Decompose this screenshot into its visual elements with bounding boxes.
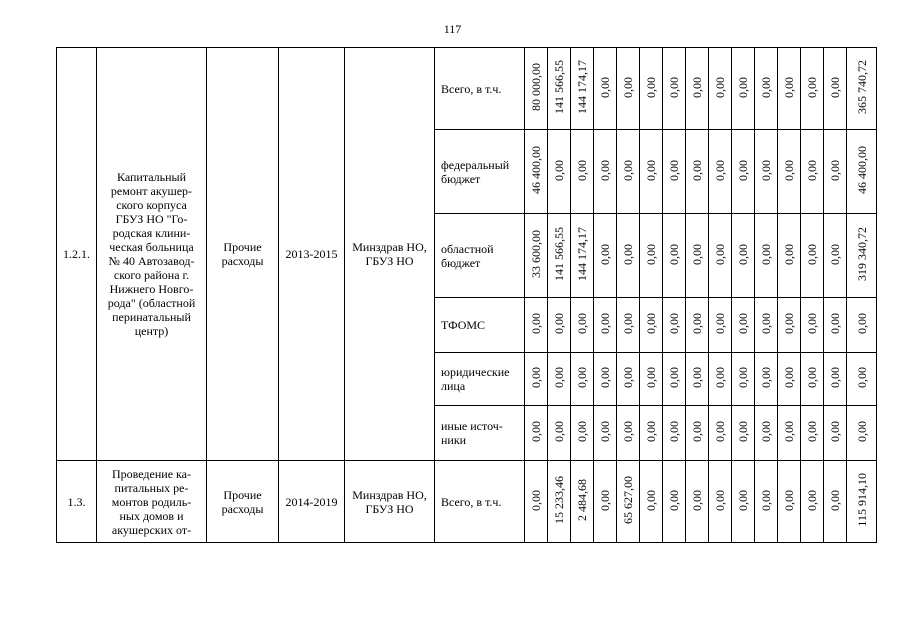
value-cell — [663, 48, 686, 130]
value-text: 0,00 — [598, 243, 612, 265]
value-cell — [801, 353, 824, 406]
value-cell — [732, 406, 755, 461]
value-text: 0,00 — [736, 243, 750, 265]
value-text: 0,00 — [713, 489, 727, 511]
value-cell — [548, 353, 571, 406]
row-code: 1.2.1. — [57, 48, 97, 461]
value-text: 0,00 — [782, 76, 796, 98]
value-cell — [525, 406, 548, 461]
value-text: 0,00 — [759, 367, 773, 388]
value-text: 0,00 — [621, 159, 635, 181]
value-cell — [686, 461, 709, 543]
value-cell — [686, 214, 709, 298]
value-cell — [686, 353, 709, 406]
value-text: 0,00 — [759, 76, 773, 98]
value-text: 0,00 — [805, 421, 819, 442]
value-text: 0,00 — [854, 313, 869, 334]
value-text: 0,00 — [667, 313, 681, 334]
value-text: 80 000,00 — [529, 63, 543, 111]
value-text: 33 600,00 — [529, 230, 543, 278]
value-cell — [801, 48, 824, 130]
value-cell — [847, 214, 877, 298]
row-executor: Минздрав НО, ГБУЗ НО — [345, 48, 435, 461]
value-cell — [571, 461, 594, 543]
value-text: 0,00 — [782, 159, 796, 181]
value-text: 0,00 — [529, 421, 543, 442]
value-cell — [732, 214, 755, 298]
value-cell — [778, 214, 801, 298]
value-cell — [663, 461, 686, 543]
value-text: 0,00 — [759, 313, 773, 334]
value-cell — [824, 406, 847, 461]
value-cell — [755, 214, 778, 298]
value-cell — [778, 353, 801, 406]
row-expense-type: Прочие расходы — [207, 48, 279, 461]
value-cell — [640, 214, 663, 298]
value-text: 365 740,72 — [854, 60, 869, 114]
value-text: 0,00 — [598, 489, 612, 511]
value-text: 0,00 — [690, 76, 704, 98]
value-text: 0,00 — [621, 367, 635, 388]
value-cell — [824, 130, 847, 214]
value-cell — [732, 48, 755, 130]
value-cell — [571, 353, 594, 406]
value-cell — [594, 130, 617, 214]
value-cell — [594, 353, 617, 406]
value-text: 0,00 — [828, 367, 842, 388]
value-text: 0,00 — [736, 76, 750, 98]
value-text: 0,00 — [713, 243, 727, 265]
value-cell — [732, 298, 755, 353]
value-cell — [755, 298, 778, 353]
value-text: 141 566,55 — [552, 227, 566, 281]
value-text: 0,00 — [598, 367, 612, 388]
table-row — [57, 48, 877, 130]
value-cell — [732, 353, 755, 406]
value-text: 0,00 — [598, 159, 612, 181]
value-cell — [594, 214, 617, 298]
value-text: 0,00 — [690, 367, 704, 388]
value-text: 0,00 — [667, 421, 681, 442]
value-text: 141 566,55 — [552, 60, 566, 114]
value-cell — [663, 353, 686, 406]
value-cell — [778, 406, 801, 461]
value-text: 65 627,00 — [621, 476, 635, 524]
value-text: 0,00 — [598, 76, 612, 98]
value-cell — [709, 461, 732, 543]
value-text: 0,00 — [690, 159, 704, 181]
value-text: 0,00 — [529, 367, 543, 388]
value-cell — [548, 130, 571, 214]
value-text: 0,00 — [759, 421, 773, 442]
value-text: 0,00 — [621, 313, 635, 334]
value-text: 0,00 — [667, 489, 681, 511]
value-text: 0,00 — [644, 489, 658, 511]
value-cell — [571, 48, 594, 130]
value-text: 0,00 — [805, 313, 819, 334]
value-cell — [548, 406, 571, 461]
value-text: 144 174,17 — [575, 60, 589, 114]
value-cell — [663, 298, 686, 353]
value-text: 0,00 — [667, 367, 681, 388]
value-text: 0,00 — [736, 159, 750, 181]
value-text: 0,00 — [828, 421, 842, 442]
value-text: 0,00 — [759, 159, 773, 181]
funding-source-label: юридические лица — [435, 353, 525, 406]
value-text: 0,00 — [805, 367, 819, 388]
value-text: 0,00 — [713, 421, 727, 442]
value-text: 0,00 — [690, 489, 704, 511]
value-cell — [755, 406, 778, 461]
value-cell — [640, 353, 663, 406]
value-text: 0,00 — [828, 243, 842, 265]
value-text: 0,00 — [713, 367, 727, 388]
value-cell — [617, 406, 640, 461]
value-cell — [548, 461, 571, 543]
funding-source-label: областной бюджет — [435, 214, 525, 298]
funding-source-label: Всего, в т.ч. — [435, 461, 525, 543]
value-cell — [548, 214, 571, 298]
value-text: 0,00 — [575, 367, 589, 388]
value-text: 0,00 — [644, 367, 658, 388]
value-cell — [824, 353, 847, 406]
value-text: 0,00 — [759, 243, 773, 265]
value-cell — [824, 298, 847, 353]
value-cell — [640, 48, 663, 130]
value-cell — [686, 130, 709, 214]
row-name: Капитальный ремонт акушер-ского корпуса ГБУЗ НО "Го-родская клини-ческая больница № 40 Автозавод-ского района г. Нижнего Новго-рода" (областной перинатальный центр) — [97, 48, 207, 461]
value-cell — [847, 461, 877, 543]
value-cell — [709, 298, 732, 353]
row-expense-type: Прочие расходы — [207, 461, 279, 543]
row-code: 1.3. — [57, 461, 97, 543]
page-number: 117 — [443, 22, 462, 36]
value-cell — [525, 298, 548, 353]
value-cell — [525, 214, 548, 298]
funding-source-label: иные источ-ники — [435, 406, 525, 461]
value-text: 0,00 — [575, 421, 589, 442]
value-text: 319 340,72 — [854, 227, 869, 281]
value-cell — [525, 461, 548, 543]
value-cell — [525, 130, 548, 214]
value-text: 0,00 — [529, 489, 543, 511]
value-text: 0,00 — [805, 159, 819, 181]
value-text: 0,00 — [621, 421, 635, 442]
value-text: 15 233,46 — [552, 476, 566, 524]
value-text: 0,00 — [828, 489, 842, 511]
value-text: 0,00 — [552, 313, 566, 334]
value-text: 0,00 — [736, 421, 750, 442]
value-text: 0,00 — [552, 159, 566, 181]
value-cell — [571, 214, 594, 298]
value-cell — [594, 461, 617, 543]
value-text: 0,00 — [782, 489, 796, 511]
value-text: 144 174,17 — [575, 227, 589, 281]
value-cell — [617, 214, 640, 298]
value-cell — [801, 214, 824, 298]
value-cell — [824, 214, 847, 298]
value-cell — [732, 130, 755, 214]
value-text: 0,00 — [552, 367, 566, 388]
value-cell — [594, 298, 617, 353]
value-cell — [847, 298, 877, 353]
value-cell — [847, 406, 877, 461]
row-period: 2014-2019 — [279, 461, 345, 543]
value-cell — [525, 353, 548, 406]
value-cell — [640, 406, 663, 461]
value-text: 0,00 — [828, 76, 842, 98]
value-text: 0,00 — [552, 421, 566, 442]
value-cell — [847, 48, 877, 130]
value-cell — [571, 298, 594, 353]
value-text: 0,00 — [644, 159, 658, 181]
value-text: 0,00 — [529, 313, 543, 334]
value-text: 0,00 — [621, 243, 635, 265]
row-name: Проведение ка-питальных ре-монтов родиль-ных домов и акушерских от- — [97, 461, 207, 543]
value-text: 0,00 — [713, 76, 727, 98]
value-text: 115 914,10 — [854, 473, 869, 527]
value-text: 0,00 — [598, 313, 612, 334]
value-cell — [847, 130, 877, 214]
value-cell — [686, 298, 709, 353]
value-text: 0,00 — [644, 243, 658, 265]
value-cell — [663, 130, 686, 214]
value-text: 0,00 — [575, 159, 589, 181]
value-text: 0,00 — [828, 313, 842, 334]
value-cell — [732, 461, 755, 543]
value-cell — [617, 130, 640, 214]
row-executor: Минздрав НО, ГБУЗ НО — [345, 461, 435, 543]
row-period: 2013-2015 — [279, 48, 345, 461]
value-text: 0,00 — [736, 489, 750, 511]
value-cell — [548, 298, 571, 353]
value-cell — [709, 353, 732, 406]
value-text: 0,00 — [598, 421, 612, 442]
value-cell — [778, 461, 801, 543]
value-cell — [663, 406, 686, 461]
value-cell — [686, 48, 709, 130]
value-cell — [801, 461, 824, 543]
funding-source-label: ТФОМС — [435, 298, 525, 353]
value-cell — [617, 353, 640, 406]
value-cell — [640, 298, 663, 353]
value-cell — [617, 461, 640, 543]
value-cell — [663, 214, 686, 298]
value-cell — [594, 406, 617, 461]
value-cell — [755, 353, 778, 406]
value-cell — [617, 48, 640, 130]
value-cell — [594, 48, 617, 130]
value-cell — [755, 461, 778, 543]
value-cell — [847, 353, 877, 406]
value-text: 0,00 — [690, 313, 704, 334]
value-cell — [640, 130, 663, 214]
value-text: 0,00 — [828, 159, 842, 181]
value-cell — [640, 461, 663, 543]
value-cell — [571, 130, 594, 214]
value-cell — [824, 461, 847, 543]
value-text: 0,00 — [713, 313, 727, 334]
value-text: 0,00 — [644, 421, 658, 442]
value-cell — [525, 48, 548, 130]
value-text: 0,00 — [854, 367, 869, 388]
value-text: 0,00 — [782, 313, 796, 334]
funding-source-label: Всего, в т.ч. — [435, 48, 525, 130]
value-cell — [709, 48, 732, 130]
value-text: 0,00 — [805, 489, 819, 511]
value-text: 0,00 — [782, 367, 796, 388]
value-cell — [778, 298, 801, 353]
value-text: 0,00 — [782, 421, 796, 442]
value-text: 0,00 — [644, 76, 658, 98]
value-cell — [709, 214, 732, 298]
table-row — [57, 461, 877, 543]
value-cell — [571, 406, 594, 461]
budget-table — [56, 47, 877, 543]
value-text: 0,00 — [621, 76, 635, 98]
value-text: 0,00 — [782, 243, 796, 265]
value-cell — [755, 48, 778, 130]
value-cell — [617, 298, 640, 353]
value-text: 46 400,00 — [529, 146, 543, 194]
value-text: 0,00 — [713, 159, 727, 181]
value-text: 0,00 — [644, 313, 658, 334]
value-text: 0,00 — [805, 243, 819, 265]
funding-source-label: федеральный бюджет — [435, 130, 525, 214]
value-cell — [801, 406, 824, 461]
value-text: 0,00 — [667, 76, 681, 98]
value-cell — [709, 130, 732, 214]
value-cell — [801, 298, 824, 353]
value-cell — [801, 130, 824, 214]
value-text: 0,00 — [805, 76, 819, 98]
value-cell — [548, 48, 571, 130]
value-text: 0,00 — [690, 243, 704, 265]
value-text: 0,00 — [667, 243, 681, 265]
value-text: 0,00 — [575, 313, 589, 334]
value-text: 0,00 — [854, 421, 869, 442]
value-cell — [824, 48, 847, 130]
value-text: 0,00 — [690, 421, 704, 442]
value-cell — [778, 48, 801, 130]
value-text: 0,00 — [736, 313, 750, 334]
value-text: 0,00 — [736, 367, 750, 388]
value-cell — [778, 130, 801, 214]
value-text: 2 484,68 — [575, 479, 589, 521]
value-text: 46 400,00 — [854, 146, 869, 194]
value-cell — [709, 406, 732, 461]
value-text: 0,00 — [667, 159, 681, 181]
value-cell — [686, 406, 709, 461]
value-text: 0,00 — [759, 489, 773, 511]
value-cell — [755, 130, 778, 214]
